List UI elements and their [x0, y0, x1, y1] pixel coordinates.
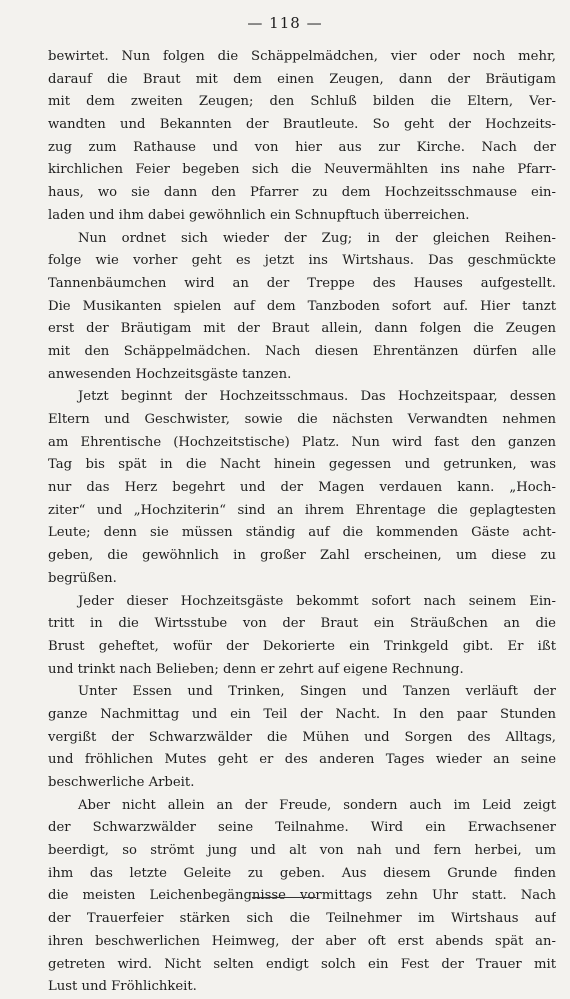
text-line: Brust geheftet, wofür der Dekorierte ein Trinkgeld gibt. Er ißt [48, 638, 556, 654]
text-line: laden und ihm dabei gewöhnlich ein Schnupftuch überreichen. [48, 207, 470, 223]
end-rule [252, 897, 316, 898]
text-line: Jeder dieser Hochzeitsgäste bekommt sofort nach seinem Ein- [78, 593, 556, 609]
text-line: ihm das letzte Geleite zu geben. Aus diesem Grunde finden [48, 865, 556, 881]
text-line: ganze Nachmittag und ein Teil der Nacht. In den paar Stunden [48, 706, 556, 722]
text-line: vergißt der Schwarzwälder die Mühen und Sorgen des Alltags, [48, 729, 556, 745]
text-line: begrüßen. [48, 570, 117, 586]
text-line: ziter“ und „Hochziterin“ sind an ihrem Ehrentage die geplagtesten [48, 502, 556, 518]
paragraph [48, 46, 556, 228]
text-line: Unter Essen und Trinken, Singen und Tanzen verläuft der [78, 684, 556, 700]
text-line: folge wie vorher geht es jetzt ins Wirtshaus. Das geschmückte [48, 253, 556, 269]
text-line: kirchlichen Feier begeben sich die Neuvermählten ins nahe Pfarr- [48, 162, 556, 178]
text-line: haus, wo sie dann den Pfarrer zu dem Hochzeitsschmause ein- [48, 185, 556, 201]
text-line: beerdigt, so strömt jung und alt von nah und fern herbei, um [48, 843, 556, 859]
body-text [48, 46, 556, 999]
text-line: getreten wird. Nicht selten endigt solch ein Fest der Trauer mit [48, 956, 556, 972]
text-line: darauf die Braut mit dem einen Zeugen, dann der Bräutigam [48, 71, 556, 87]
text-line: Leute; denn sie müssen ständig auf die kommenden Gäste acht- [48, 525, 556, 541]
text-line: anwesenden Hochzeitsgäste tanzen. [48, 366, 292, 382]
text-line: die meisten Leichenbegängnisse vormittags zehn Uhr statt. Nach [48, 888, 556, 904]
text-line: mit dem zweiten Zeugen; den Schluß bilden die Eltern, Ver- [48, 94, 556, 110]
paragraph [48, 386, 556, 590]
text-line: der Trauerfeier stärken sich die Teilnehmer im Wirtshaus auf [48, 911, 556, 927]
text-line: Die Musikanten spielen auf dem Tanzboden sofort auf. Hier tanzt [48, 298, 556, 314]
text-line: erst der Bräutigam mit der Braut allein, dann folgen die Zeugen [48, 321, 556, 337]
text-line: tritt in die Wirtsstube von der Braut ein Sträußchen an die [48, 616, 556, 632]
page-number: — 118 — [247, 14, 323, 32]
text-line: Lust und Fröhlichkeit. [48, 979, 197, 995]
text-line: beschwerliche Arbeit. [48, 775, 195, 790]
text-line: mit den Schäppelmädchen. Nach diesen Ehrentänzen dürfen alle [48, 343, 556, 359]
text-line: und fröhlichen Mutes geht er des anderen Tages wieder an seine [48, 752, 556, 768]
text-line: Tannenbäumchen wird an der Treppe des Hauses aufgestellt. [48, 275, 556, 291]
text-line: nur das Herz begehrt und der Magen verdauen kann. „Hoch- [48, 480, 556, 496]
text-line: Aber nicht allein an der Freude, sondern auch im Leid zeigt [78, 797, 556, 813]
text-line: zug zum Rathause und von hier aus zur Kirche. Nach der [48, 139, 556, 155]
paragraph [48, 681, 556, 794]
text-line: Tag bis spät in die Nacht hinein gegessen und getrunken, was [48, 457, 556, 473]
text-line: Nun ordnet sich wieder der Zug; in der gleichen Reihen- [78, 230, 556, 246]
text-line: am Ehrentische (Hochzeitstische) Platz. Nun wird fast den ganzen [48, 434, 556, 450]
text-line: wandten und Bekannten der Brautleute. So geht der Hochzeits- [48, 117, 556, 133]
paragraph [48, 228, 556, 387]
text-line: Jetzt beginnt der Hochzeitsschmaus. Das Hochzeitspaar, dessen [78, 389, 556, 405]
text-line: und trinkt nach Belieben; denn er zehrt auf eigene Rechnung. [48, 661, 464, 677]
text-line: geben, die gewöhnlich in großer Zahl erscheinen, um diese zu [48, 548, 556, 564]
text-line: Eltern und Geschwister, sowie die nächsten Verwandten nehmen [48, 412, 556, 427]
text-line: ihren beschwerlichen Heimweg, der aber oft erst abends spät an- [48, 933, 556, 949]
text-line: der Schwarzwälder seine Teilnahme. Wird ein Erwachsener [48, 820, 556, 836]
text-line: bewirtet. Nun folgen die Schäppelmädchen, vier oder noch mehr, [48, 49, 556, 64]
paragraph [48, 591, 556, 682]
